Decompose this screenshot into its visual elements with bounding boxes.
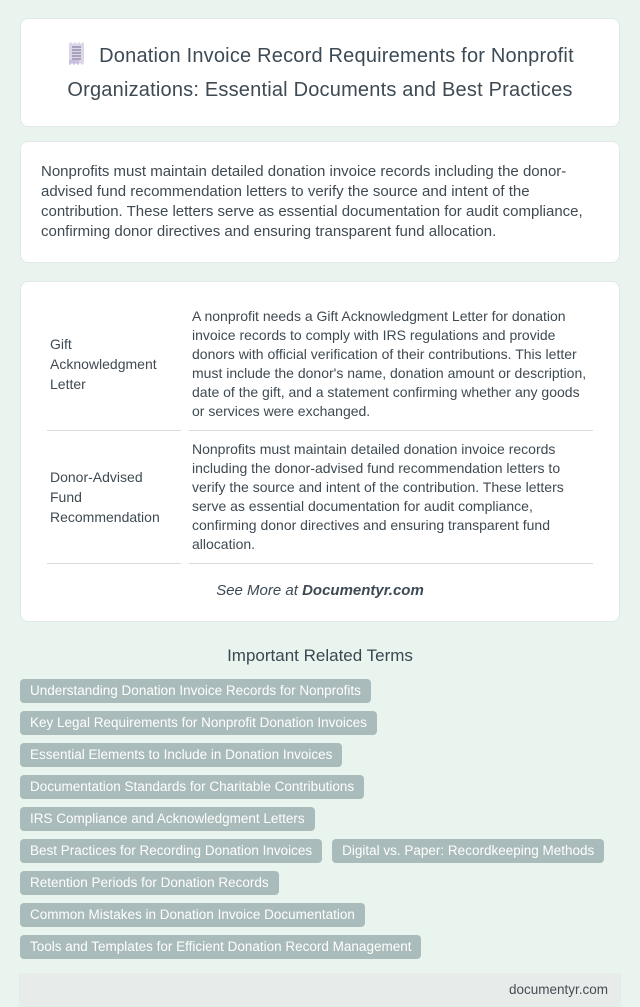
related-term-pill[interactable]: Tools and Templates for Efficient Donation Record Management (20, 935, 421, 959)
table-row (47, 298, 593, 431)
page-title-text: Donation Invoice Record Requirements for Nonprofit Organizations: Essential Documents and Best Practices (67, 45, 574, 101)
footer-site-label: documentyr.com (508, 982, 608, 997)
related-term-pill[interactable]: Documentation Standards for Charitable Contributions (20, 775, 364, 799)
definitions-card (20, 281, 620, 622)
see-more-prefix: See More at (216, 582, 303, 599)
footer-bar (19, 973, 621, 1007)
intro-card (20, 141, 620, 263)
related-term-pill[interactable]: Digital vs. Paper: Recordkeeping Methods (332, 839, 604, 863)
intro-text: Nonprofits must maintain detailed donation invoice records including the donor-advised fund recommendation letters to verify the source and intent of the contribution. These letters serve as essential documentation for audit compliance, confirming donor directives and ensuring transparent fund allocation. (41, 163, 583, 240)
term-name: Gift Acknowledgment Letter (47, 298, 181, 431)
related-terms-heading: Important Related Terms (227, 646, 413, 665)
related-term-pill[interactable]: IRS Compliance and Acknowledgment Letters (20, 807, 315, 831)
definitions-table (39, 298, 601, 564)
related-term-pill[interactable]: Best Practices for Recording Donation Invoices (20, 839, 322, 863)
related-terms-list (20, 679, 620, 959)
title-card (20, 18, 620, 127)
term-description: Nonprofits must maintain detailed donation invoice records including the donor-advised fund recommendation letters to verify the source and intent of the contribution. These letters serve as essential documentation for audit compliance, confirming donor directives and ensuring transparent fund allocation. (189, 431, 593, 564)
related-term-pill[interactable]: Essential Elements to Include in Donation Invoices (20, 743, 342, 767)
related-term-pill[interactable]: Understanding Donation Invoice Records for Nonprofits (20, 679, 371, 703)
receipt-icon (66, 40, 87, 76)
related-term-pill[interactable]: Retention Periods for Donation Records (20, 871, 279, 895)
brand-link[interactable]: Documentyr.com (302, 582, 424, 599)
term-description: A nonprofit needs a Gift Acknowledgment Letter for donation invoice records to comply with IRS regulations and provide donors with official verification of their contributions. This letter must include the donor's name, donation amount or description, date of the gift, and a statement confirming whether any goods or services were exchanged. (189, 298, 593, 431)
related-term-pill[interactable]: Common Mistakes in Donation Invoice Documentation (20, 903, 365, 927)
related-term-pill[interactable]: Key Legal Requirements for Nonprofit Donation Invoices (20, 711, 377, 735)
table-row (47, 431, 593, 564)
see-more-line (39, 582, 601, 599)
term-name: Donor-Advised Fund Recommendation (47, 431, 181, 564)
page-title (47, 40, 593, 105)
